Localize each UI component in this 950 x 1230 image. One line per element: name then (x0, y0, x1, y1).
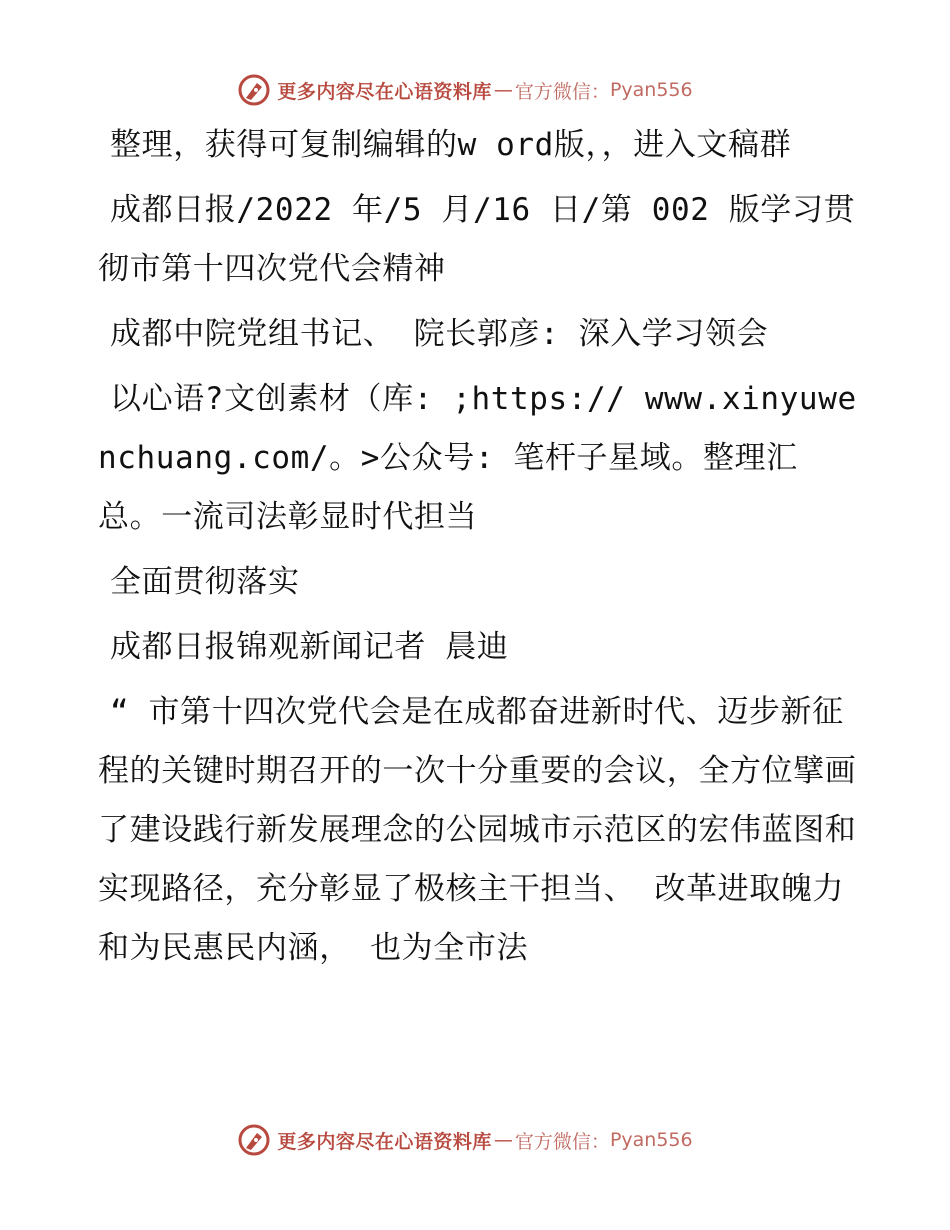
paragraph-6: 成都日报锦观新闻记者 晨迪 (110, 629, 509, 665)
watermark-group (237, 1123, 692, 1157)
watermark-group (237, 73, 692, 107)
watermark-separator: — (493, 79, 513, 101)
document-body (98, 116, 858, 984)
watermark-text: 更多内容尽在心语资料库 (277, 1130, 492, 1153)
paragraph-2: 成都日报/2022 年/5 月/16 日/第 002 版学习贯彻市第十四次党代会精神 (98, 192, 856, 287)
watermark-text: 更多内容尽在心语资料库 (277, 80, 492, 103)
paragraph-7: “ 市第十四次党代会是在成都奋进新时代、迈步新征程的关键时期召开的一次十分重要的会议，全方位擘画了建设践行新发展理念的公园城市示范区的宏伟蓝图和实现路径，充分彰显了极核主干担当、 改革进取魄力和为民惠民内涵， 也为全市法 (98, 694, 857, 966)
watermark-wechat-id: Pyan556 (609, 79, 693, 101)
paragraph-3: 成都中院党组书记、 院长郭彦: 深入学习领会 (110, 316, 769, 352)
header-watermark (0, 70, 950, 110)
watermark-separator: — (493, 1129, 513, 1151)
watermark-wechat-label: 官方微信： (514, 80, 610, 103)
pen-nib-icon (237, 73, 271, 107)
footer-watermark (0, 1120, 950, 1160)
paragraph-1: 整理，获得可复制编辑的w ord版，，进入文稿群 (110, 127, 792, 163)
paragraph-4: 以心语?文创素材（库: ;https:// www.xinyuwenchuang.com/。>公众号: 笔杆子星域。整理汇总。一流司法彰显时代担当 (98, 381, 857, 535)
paragraph-5: 全面贯彻落实 (110, 564, 300, 600)
watermark-wechat-id: Pyan556 (609, 1129, 693, 1151)
watermark-wechat-label: 官方微信： (514, 1130, 610, 1153)
pen-nib-icon (237, 1123, 271, 1157)
